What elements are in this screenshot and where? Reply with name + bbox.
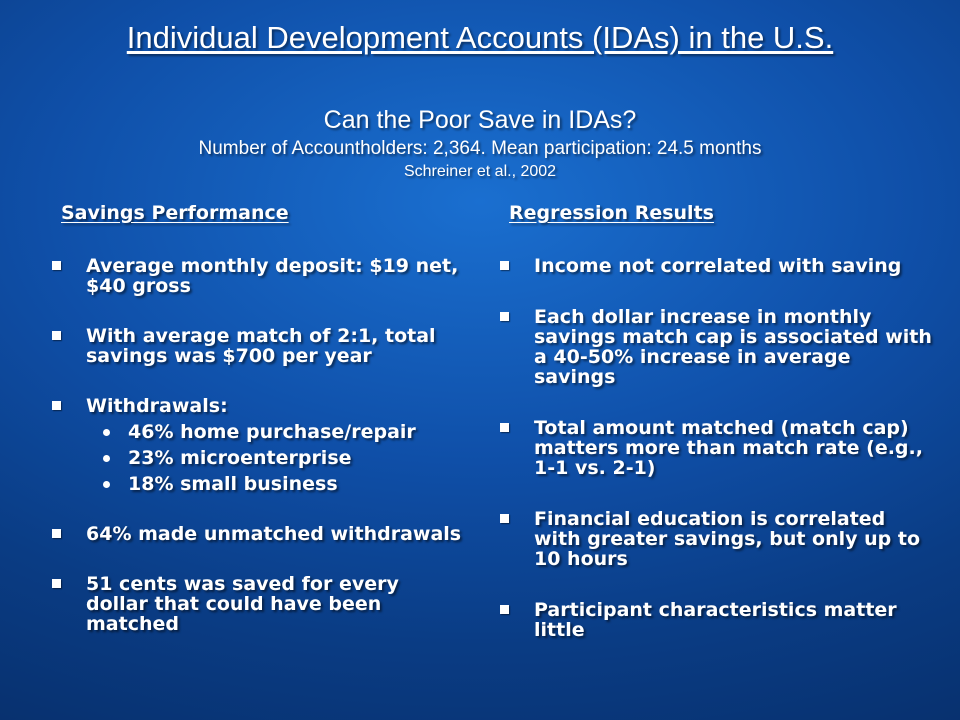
savings-performance-list bbox=[46, 256, 466, 634]
list-item bbox=[494, 307, 934, 387]
list-item bbox=[46, 256, 466, 296]
list-item bbox=[46, 396, 466, 494]
sub-list-item bbox=[86, 448, 466, 468]
list-item-text: Financial education is correlated with greater savings, but only up to 10 hours bbox=[534, 508, 921, 570]
square-bullet-icon bbox=[500, 312, 509, 321]
list-item bbox=[46, 524, 466, 544]
round-bullet-icon bbox=[103, 481, 110, 488]
regression-results-list bbox=[494, 256, 934, 640]
round-bullet-icon bbox=[103, 455, 110, 462]
list-item-text: 64% made unmatched withdrawals bbox=[86, 523, 462, 545]
sub-list-item bbox=[86, 422, 466, 442]
sub-list-item-text: 23% microenterprise bbox=[128, 447, 352, 469]
list-item-text: With average match of 2:1, total savings was $700 per year bbox=[86, 325, 436, 367]
round-bullet-icon bbox=[103, 429, 110, 436]
list-item-text: Average monthly deposit: $19 net, $40 gross bbox=[86, 255, 459, 297]
list-item bbox=[494, 509, 934, 569]
list-item-text: Each dollar increase in monthly savings match cap is associated with a 40-50% increase in average savings bbox=[534, 306, 932, 388]
square-bullet-icon bbox=[500, 514, 509, 523]
slide-title: Individual Development Accounts (IDAs) in the U.S. bbox=[126, 20, 834, 55]
square-bullet-icon bbox=[52, 261, 61, 270]
accountholders-info: Number of Accountholders: 2,364. Mean participation: 24.5 months bbox=[198, 138, 762, 159]
square-bullet-icon bbox=[500, 423, 509, 432]
sub-list-item-text: 46% home purchase/repair bbox=[128, 421, 416, 443]
sub-list-item-text: 18% small business bbox=[128, 473, 338, 495]
slide-subtitle: Can the Poor Save in IDAs? bbox=[323, 106, 637, 134]
square-bullet-icon bbox=[500, 261, 509, 270]
list-item-text: Total amount matched (match cap) matters more than match rate (e.g., 1-1 vs. 2-1) bbox=[534, 417, 923, 479]
citation: Schreiner et al., 2002 bbox=[403, 163, 557, 180]
list-item bbox=[46, 326, 466, 366]
square-bullet-icon bbox=[500, 605, 509, 614]
regression-results-column bbox=[494, 200, 934, 671]
savings-performance-heading: Savings Performance bbox=[61, 202, 289, 224]
list-item-text: Income not correlated with saving bbox=[534, 255, 902, 277]
regression-results-heading: Regression Results bbox=[509, 202, 714, 224]
withdrawals-sublist bbox=[86, 422, 466, 494]
list-item bbox=[494, 256, 934, 276]
list-item bbox=[494, 600, 934, 640]
square-bullet-icon bbox=[52, 401, 61, 410]
savings-performance-column bbox=[46, 200, 466, 664]
list-item-text: 51 cents was saved for every dollar that could have been matched bbox=[86, 573, 399, 635]
square-bullet-icon bbox=[52, 331, 61, 340]
list-item bbox=[46, 574, 466, 634]
list-item-text: Participant characteristics matter little bbox=[534, 599, 897, 641]
list-item bbox=[494, 418, 934, 478]
slide-header bbox=[0, 18, 960, 182]
sub-list-item bbox=[86, 474, 466, 494]
square-bullet-icon bbox=[52, 529, 61, 538]
square-bullet-icon bbox=[52, 579, 61, 588]
list-item-text: Withdrawals: bbox=[86, 395, 228, 417]
